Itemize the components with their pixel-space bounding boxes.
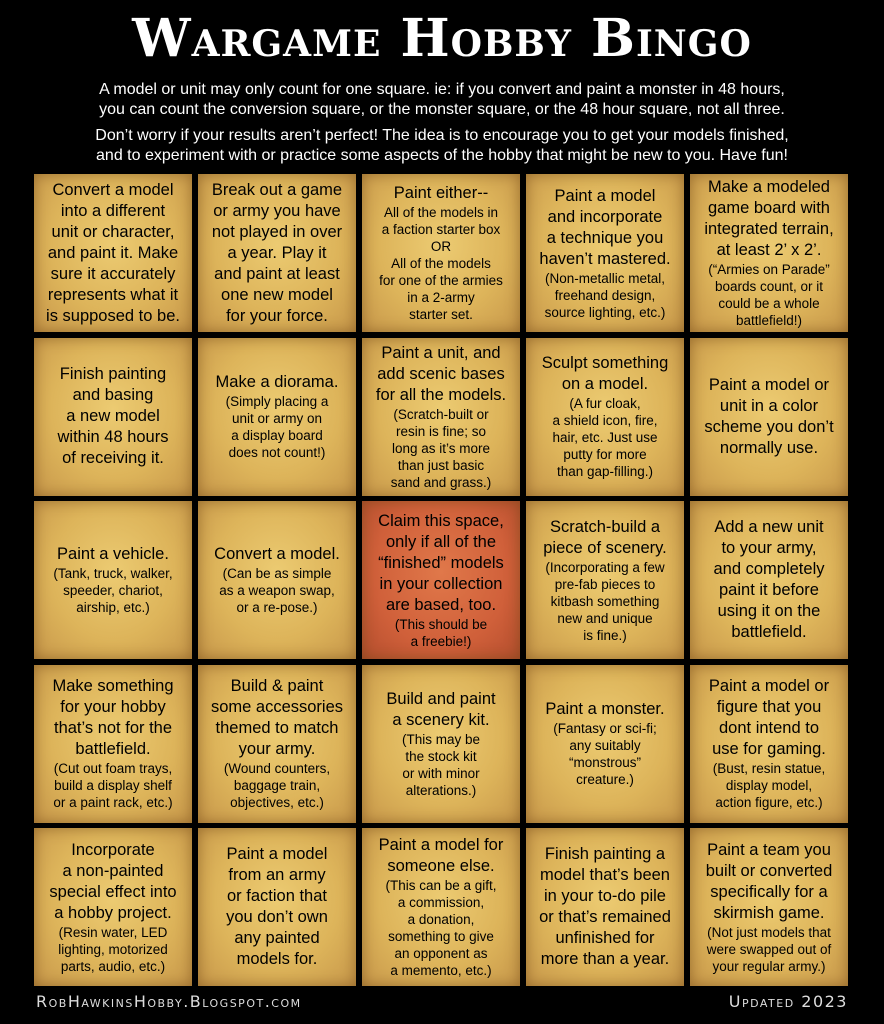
bingo-square[interactable] [690, 338, 848, 496]
rule-text-one-square: A model or unit may only count for one square. ie: if you convert and paint a monster in 48 hours, you can count the conversion square, or the monster square, or the 48 hour square, not all three. [99, 81, 785, 118]
square-main-text: Sculpt something on a model. [541, 354, 669, 393]
updated-year: Updated 2023 [728, 992, 848, 1011]
bingo-square[interactable] [198, 338, 356, 496]
bingo-square[interactable] [362, 338, 520, 496]
square-note-text: (A fur cloak, a shield icon, fire, hair, etc. Just use putty for more than gap-filling.) [552, 396, 658, 479]
bingo-grid [34, 174, 849, 986]
bingo-square[interactable] [198, 828, 356, 986]
bingo-square[interactable] [690, 501, 848, 659]
square-main-text: Scratch-build a piece of scenery. [543, 517, 667, 557]
square-main-text: Claim this space, only if all of the “finished” models in your collection are based, too. [378, 511, 504, 614]
page-title: Wargame Hobby Bingo [132, 8, 752, 69]
square-main-text: Make a modeled game board with integrated terrain, at least 2’ x 2’. [704, 178, 834, 259]
bingo-square[interactable] [362, 665, 520, 823]
square-note-text: (This may be the stock kit or with minor alterations.) [401, 731, 481, 798]
square-main-text: Make something for your hobby that’s not for the battlefield. [52, 677, 174, 758]
square-main-text: Paint a vehicle. [57, 545, 169, 563]
square-main-text: Paint a model or figure that you dont intend to use for gaming. [708, 677, 830, 758]
square-note-text: (Non-metallic metal, freehand design, source lighting, etc.) [544, 270, 666, 320]
square-main-text: Incorporate a non-painted special effect into a hobby project. [49, 840, 177, 922]
bingo-square[interactable] [526, 501, 684, 659]
square-note-text: (Scratch-built or resin is fine; so long as it’s more than just basic sand and grass.) [390, 406, 492, 490]
blog-url: RobHawkinsHobby.Blogspot.com [36, 992, 302, 1011]
bingo-square[interactable] [690, 174, 848, 332]
bingo-square[interactable] [34, 665, 192, 823]
square-note-text: (“Armies on Parade” boards count, or it could be a whole battlefield!) [708, 262, 830, 328]
bingo-square[interactable] [198, 501, 356, 659]
square-main-text: Paint a model for someone else. [378, 836, 504, 875]
square-note-text: (Not just models that were swapped out of your regular army.) [706, 924, 832, 974]
bingo-square[interactable] [34, 338, 192, 496]
square-main-text: Make a diorama. [215, 373, 339, 391]
bingo-square[interactable] [526, 174, 684, 332]
square-main-text: Paint a team you built or converted specifically for a skirmish game. [705, 840, 833, 922]
square-main-text: Add a new unit to your army, and completely paint it before using it on the battlefield. [713, 518, 825, 641]
free-space-square[interactable] [362, 501, 520, 659]
square-note-text: (Wound counters, baggage train, objectives, etc.) [223, 761, 331, 810]
square-main-text: Finish painting and basing a new model within 48 hours of receiving it. [57, 365, 169, 467]
bingo-square[interactable] [690, 665, 848, 823]
bingo-square[interactable] [690, 828, 848, 986]
bingo-square[interactable] [362, 828, 520, 986]
square-main-text: Paint a model and incorporate a technique you haven’t mastered. [539, 186, 671, 268]
square-note-text: (Fantasy or sci-fi; any suitably “monstrous” creature.) [553, 721, 657, 787]
square-note-text: (This can be a gift, a commission, a donation, something to give an opponent as a memento, etc.) [385, 878, 497, 978]
bingo-square[interactable] [198, 665, 356, 823]
bingo-square[interactable] [362, 174, 520, 332]
square-main-text: Convert a model. [214, 545, 340, 563]
square-note-text: (Incorporating a few pre-fab pieces to kitbash something new and unique is fine.) [545, 559, 665, 643]
square-main-text: Finish painting a model that’s been in your to-do pile or that’s remained unfinished for more than a year. [539, 845, 671, 968]
square-note-text: (Simply placing a unit or army on a display board does not count!) [225, 394, 329, 460]
bingo-square[interactable] [526, 338, 684, 496]
bingo-square[interactable] [198, 174, 356, 332]
square-note-text: (Tank, truck, walker, speeder, chariot, airship, etc.) [53, 566, 173, 615]
square-main-text: Build & paint some accessories themed to match your army. [210, 677, 344, 758]
square-note-text: All of the models in a faction starter box OR All of the models for one of the armies in a 2-army starter set. [379, 205, 503, 322]
square-main-text: Paint a monster. [545, 700, 665, 718]
square-main-text: Convert a model into a different unit or character, and paint it. Make sure it accurately represents what it is supposed to be. [46, 180, 180, 325]
square-main-text: Paint either-- [393, 184, 489, 202]
square-main-text: Paint a model from an army or faction that you don’t own any painted models for. [226, 845, 328, 968]
square-main-text: Paint a unit, and add scenic bases for all the models. [375, 343, 507, 404]
bingo-square[interactable] [526, 828, 684, 986]
rule-text-have-fun: Don’t worry if your results aren’t perfect! The idea is to encourage you to get your models finished, and to experiment with or practice some aspects of the hobby that might be new to you. Have fun! [95, 127, 789, 164]
square-note-text: (Can be as simple as a weapon swap, or a re-pose.) [219, 566, 335, 615]
square-note-text: (Bust, resin statue, display model, action figure, etc.) [712, 761, 826, 810]
square-note-text: (This should be a freebie!) [394, 616, 488, 649]
square-main-text: Paint a model or unit in a color scheme you don’t normally use. [704, 375, 834, 457]
bingo-square[interactable] [34, 501, 192, 659]
bingo-square[interactable] [526, 665, 684, 823]
square-main-text: Build and paint a scenery kit. [386, 689, 496, 729]
square-note-text: (Cut out foam trays, build a display shelf or a paint rack, etc.) [53, 761, 173, 810]
square-main-text: Break out a game or army you have not played in over a year. Play it and paint at least one new model for your force. [211, 180, 343, 325]
square-note-text: (Resin water, LED lighting, motorized parts, audio, etc.) [58, 924, 168, 974]
bingo-square[interactable] [34, 174, 192, 332]
bingo-square[interactable] [34, 828, 192, 986]
